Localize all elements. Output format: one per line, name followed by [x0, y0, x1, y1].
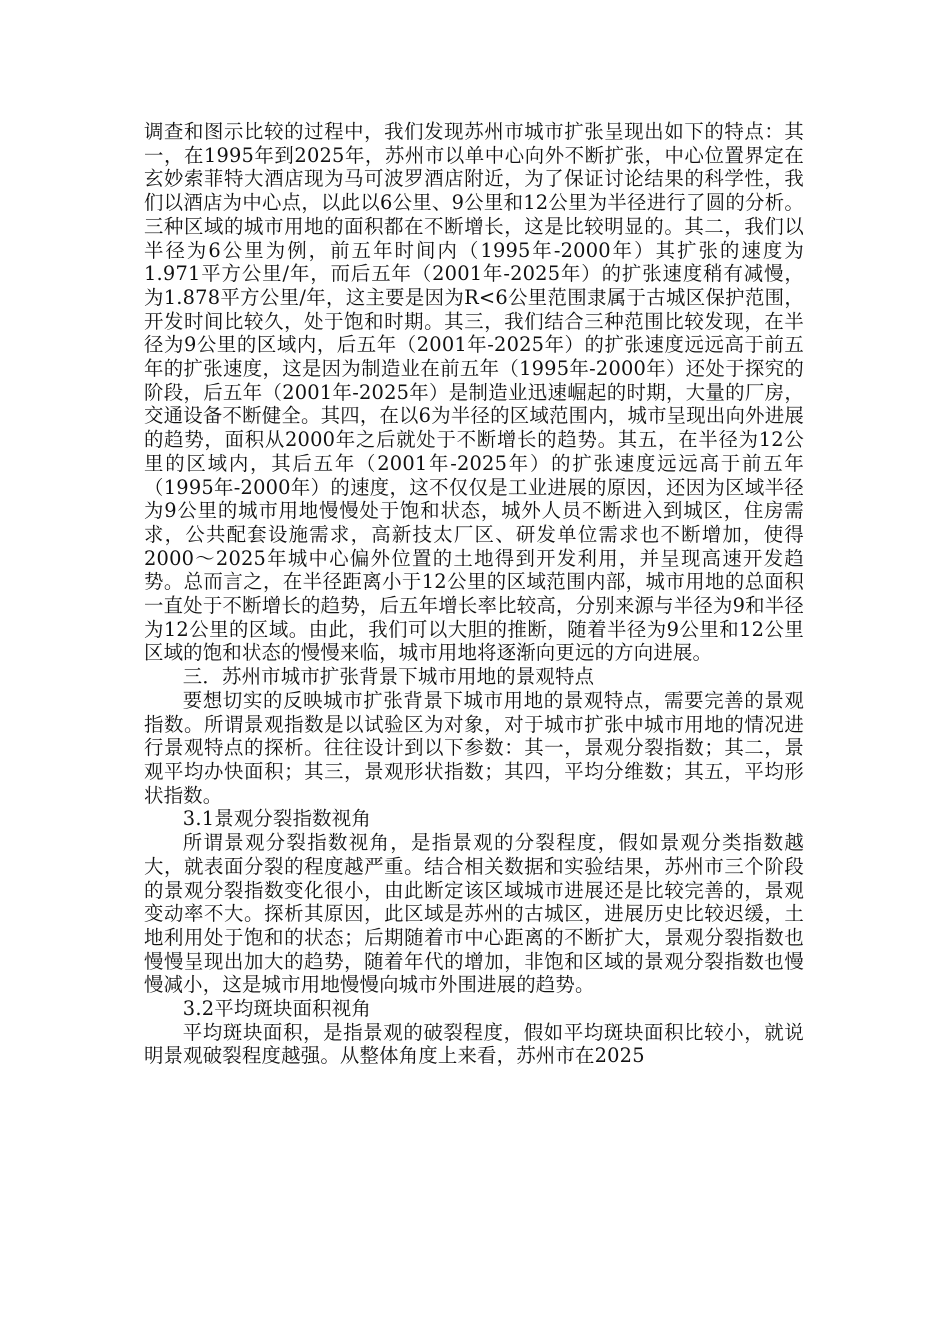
- body-paragraph: 平均斑块面积，是指景观的破裂程度，假如平均斑块面积比较小，就说明景观破裂程度越强。从整体角度上来看，苏州市在2025: [144, 1020, 804, 1068]
- body-paragraph: 要想切实的反映城市扩张背景下城市用地的景观特点，需要完善的景观指数。所谓景观指数是以试验区为对象，对于城市扩张中城市用地的情况进行景观特点的探析。往往设计到以下参数：其一，景观分裂指数；其二，景观平均办快面积；其三，景观形状指数；其四，平均分维数；其五，平均形状指数。: [144, 688, 804, 807]
- subsection-heading: 3.2平均斑块面积视角: [182, 997, 371, 1021]
- body-paragraph: 调查和图示比较的过程中，我们发现苏州市城市扩张呈现出如下的特点：其一，在1995年到2025年，苏州市以单中心向外不断扩张，中心位置界定在玄妙索菲特大酒店现为马可波罗酒店附近，为了保证讨论结果的科学性，我们以酒店为中心点，以此以6公里、9公里和12公里为半径进行了圆的分析。三种区域的城市用地的面积都在不断增长，这是比较明显的。其二，我们以半径为6公里为例，前五年时间内（1995年-2000年）其扩张的速度为1.971平方公里/年，而后五年（2001年-2025年）的扩张速度稍有减慢，为1.878平方公里/年，这主要是因为R<6公里范围隶属于古城区保护范围，开发时间比较久，处于饱和时期。其三，我们结合三种范围比较发现，在半径为9公里的区域内，后五年（2001年-2025年）的扩张速度远远高于前五年的扩张速度，这是因为制造业在前五年（1995年-2000年）还处于探究的阶段，后五年（2001年-2025年）是制造业迅速崛起的时期，大量的厂房，交通设备不断健全。其四，在以6为半径的区域范围内，城市呈现出向外进展的趋势，面积从2000年之后就处于不断增长的趋势。其五，在半径为12公里的区域内，其后五年（2001年-2025年）的扩张速度远远高于前五年（1995年-2000年）的速度，这不仅仅是工业进展的原因，还因为区域半径为9公里的城市用地慢慢处于饱和状态，城外人员不断进入到城区，住房需求，公共配套设施需求，高新技太厂区、研发单位需求也不断增加，使得2000～2025年城中心偏外位置的土地得到开发利用，并呈现高速开发趋势。总而言之，在半径距离小于12公里的区域范围内部，城市用地的总面积一直处于不断增长的趋势，后五年增长率比较高，分别来源与半径为9和半径为12公里的区域。由此，我们可以大胆的推断，随着半径为9公里和12公里区域的饱和状态的慢慢来临，城市用地将逐渐向更远的方向进展。: [144, 120, 804, 665]
- subsection-heading: 3.1景观分裂指数视角: [182, 807, 371, 831]
- body-paragraph: 所谓景观分裂指数视角，是指景观的分裂程度，假如景观分类指数越大，就表面分裂的程度越严重。结合相关数据和实验结果，苏州市三个阶段的景观分裂指数变化很小，由此断定该区域城市进展还是比较完善的，景观变动率不大。探析其原因，此区域是苏州的古城区，进展历史比较迟缓，土地利用处于饱和的状态；后期随着市中心距离的不断扩大，景观分裂指数也慢慢呈现出加大的趋势，随着年代的增加，非饱和区域的景观分裂指数也慢慢减小，这是城市用地慢慢向城市外围进展的趋势。: [144, 831, 804, 997]
- document-page: [144, 120, 804, 1068]
- section-heading: 三．苏州市城市扩张背景下城市用地的景观特点: [182, 665, 595, 689]
